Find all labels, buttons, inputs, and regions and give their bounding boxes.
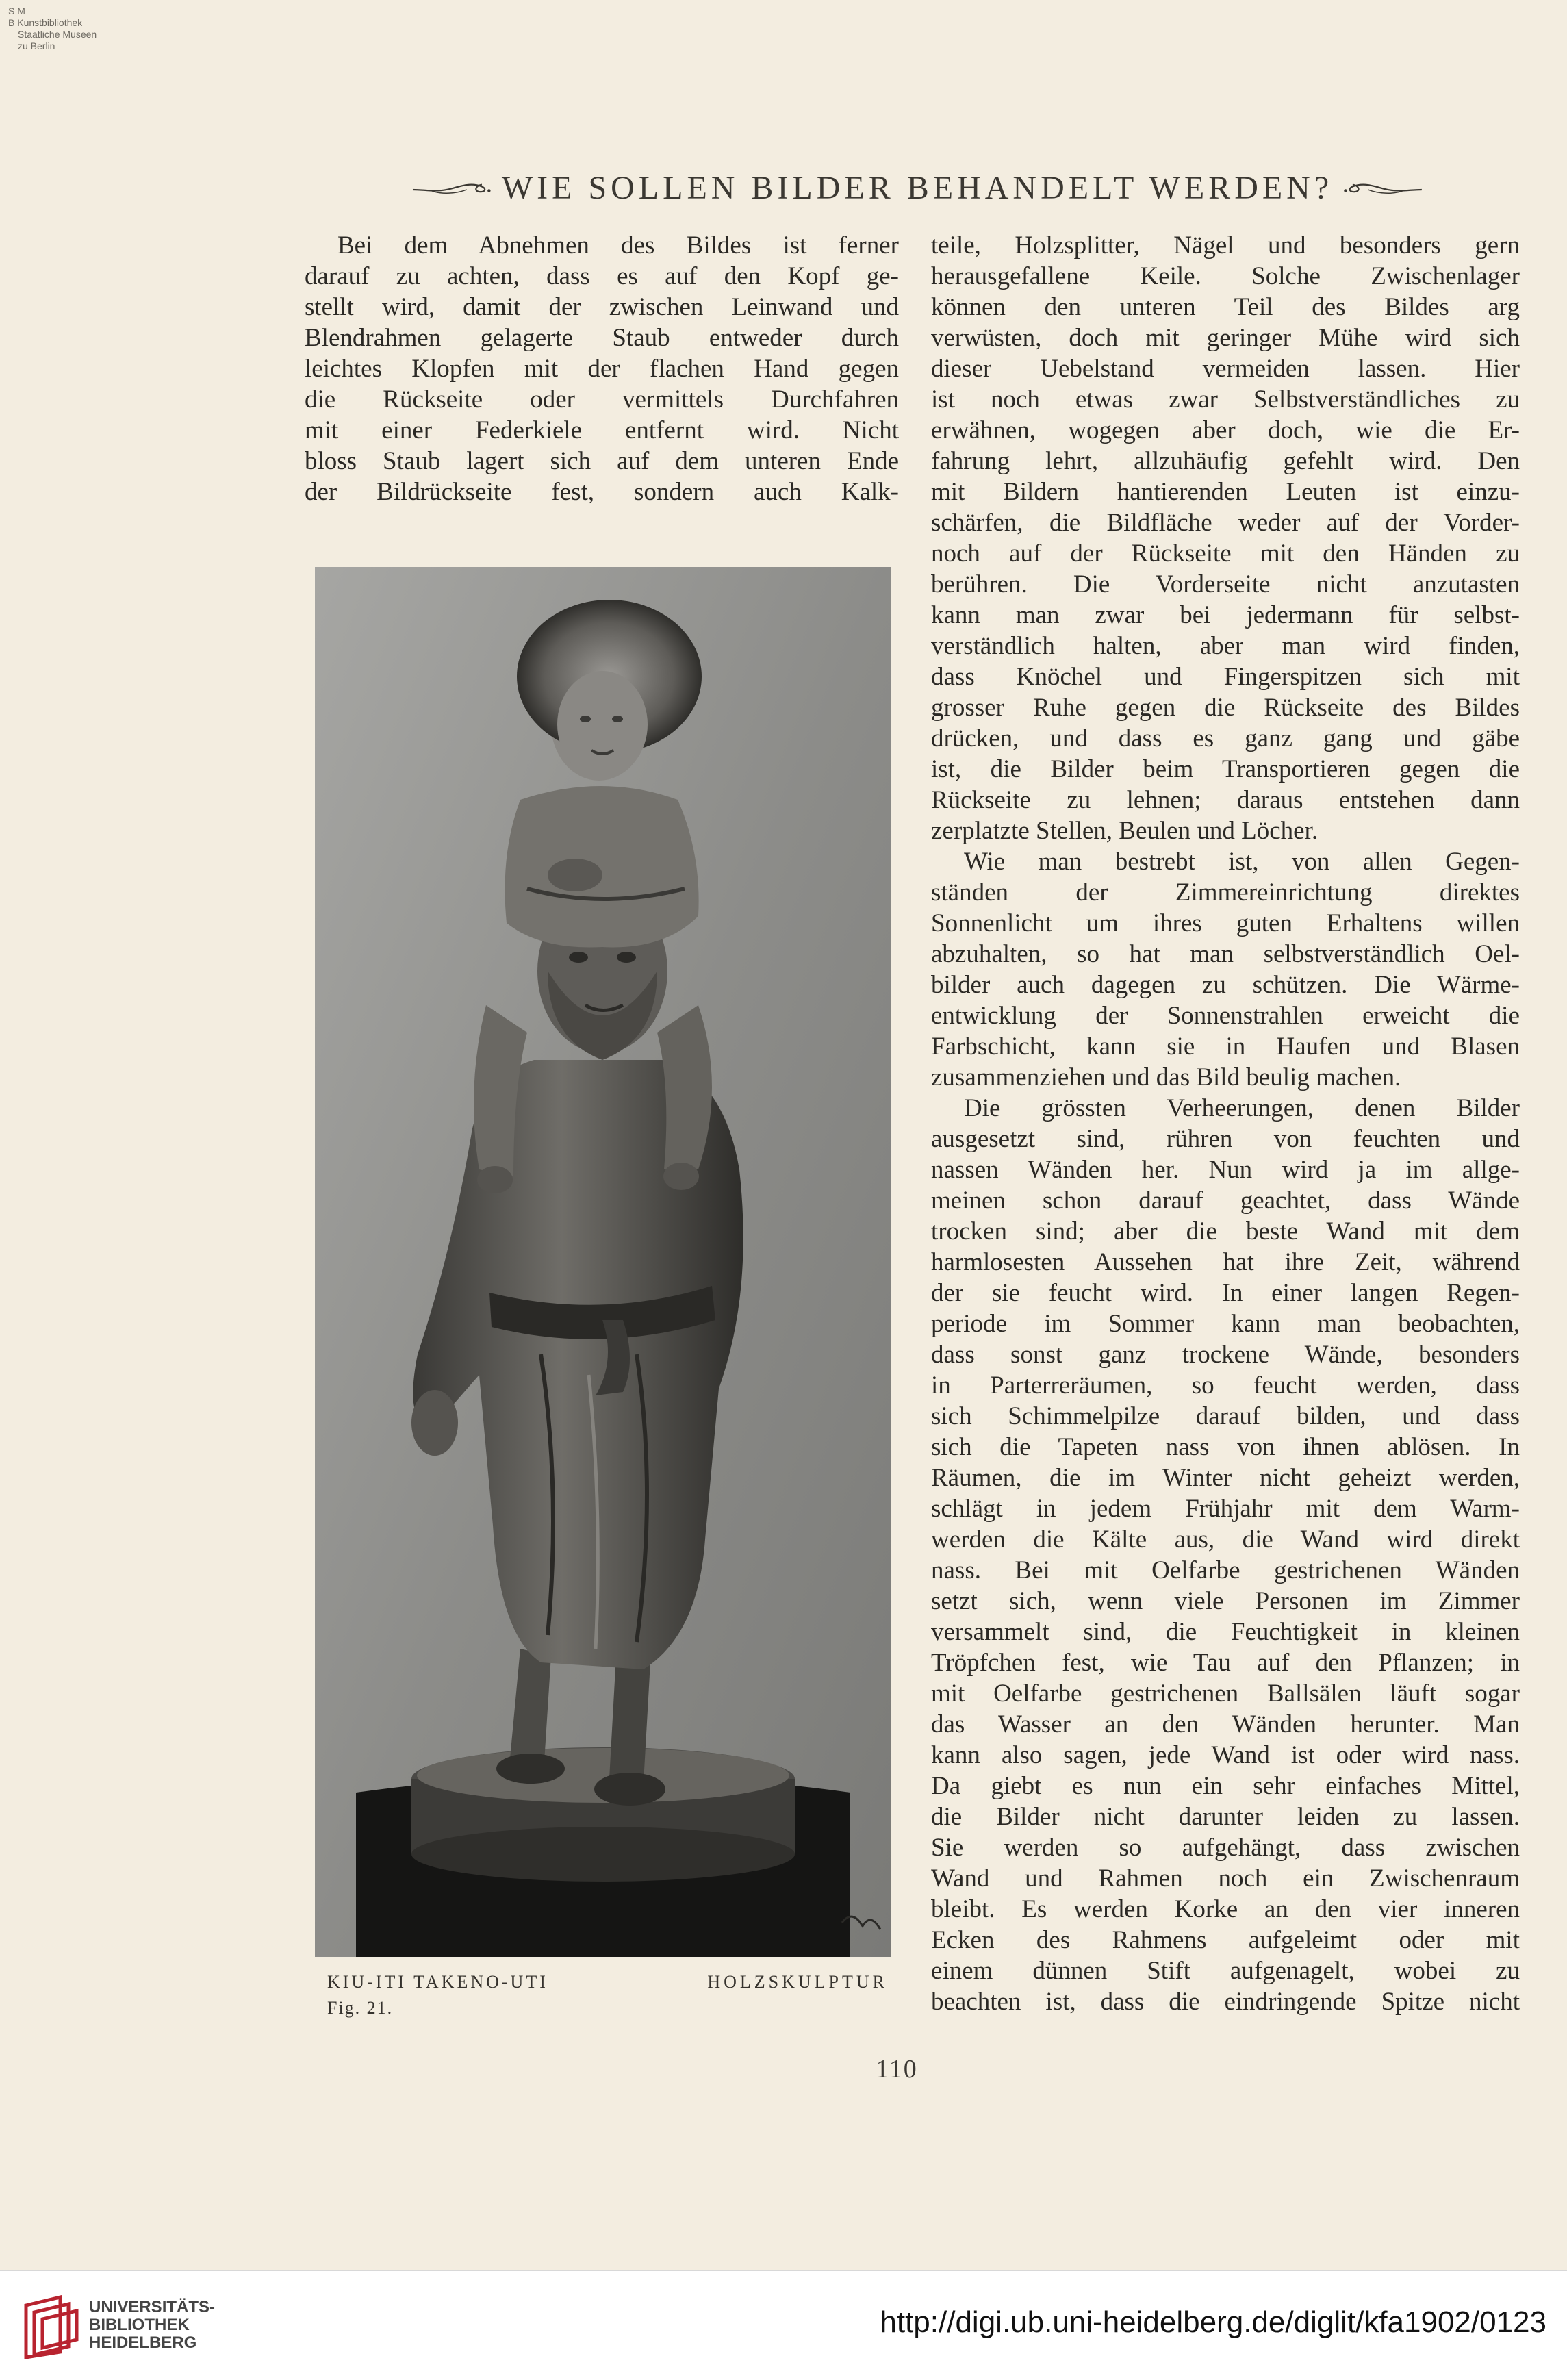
library-logo-icon (19, 2292, 82, 2360)
text-line: verständlich halten, aber man wird finden, (931, 632, 1520, 660)
text-line: mit Oelfarbe gestrichenen Ballsälen läuft sogar (931, 1680, 1520, 1708)
text-line: Ecken des Rahmens aufgeleimt oder mit (931, 1926, 1520, 1954)
text-line: nass. Bei mit Oelfarbe gestrichenen Wänden (931, 1556, 1520, 1584)
text-line: Die grössten Verheerungen, denen Bilder (964, 1094, 1520, 1122)
text-line: der Bildrückseite fest, sondern auch Kalk- (305, 478, 899, 506)
logo-line: BIBLIOTHEK (89, 2316, 190, 2334)
text-line: abzuhalten, so hat man selbstverständlich Oel- (931, 940, 1520, 968)
library-stamp (8, 5, 145, 52)
text-line: bloss Staub lagert sich auf dem unteren Ende (305, 447, 899, 475)
text-line: dass sonst ganz trockene Wände, besonders (931, 1341, 1520, 1369)
text-line: trocken sind; aber die beste Wand mit dem (931, 1217, 1520, 1245)
stamp-line: Staatliche Museen (18, 29, 97, 40)
text-line: die Bilder nicht darunter leiden zu lassen. (931, 1803, 1520, 1831)
logo-line: UNIVERSITÄTS- (89, 2298, 216, 2316)
text-line: können den unteren Teil des Bildes arg (931, 293, 1520, 321)
text-line: dass Knöchel und Fingerspitzen sich mit (931, 663, 1520, 691)
text-line: mit Bildern hantierenden Leuten ist einzu- (931, 478, 1520, 506)
text-line: Tröpfchen fest, wie Tau auf den Pflanzen; in (931, 1649, 1520, 1677)
logo-line: HEIDELBERG (89, 2333, 197, 2352)
text-line: herausgefallene Keile. Solche Zwischenlager (931, 262, 1520, 290)
running-head (411, 167, 1424, 208)
text-line: mit einer Federkiele entfernt wird. Nicht (305, 416, 899, 444)
text-line: Blendrahmen gelagerte Staub entweder durch (305, 324, 899, 352)
text-line: darauf zu achten, dass es auf den Kopf ge- (305, 262, 899, 290)
text-line: kann also sagen, jede Wand ist oder wird nass. (931, 1741, 1520, 1769)
text-line: Räumen, die im Winter nicht geheizt werden, (931, 1464, 1520, 1492)
text-line: teile, Holzsplitter, Nägel und besonders gern (931, 231, 1520, 259)
figure-caption-medium: HOLZSKULPTUR (707, 1972, 888, 1992)
text-line: erwähnen, wogegen aber doch, wie die Er- (931, 416, 1520, 444)
text-line: periode im Sommer kann man beobachten, (931, 1310, 1520, 1338)
text-line: leichtes Klopfen mit der flachen Hand gegen (305, 355, 899, 383)
page-title: WIE SOLLEN BILDER BEHANDELT WERDEN? (501, 169, 1334, 206)
text-line: Wand und Rahmen noch ein Zwischenraum (931, 1864, 1520, 1892)
text-line: fahrung lehrt, allzuhäufig gefehlt wird. Den (931, 447, 1520, 475)
text-line: bleibt. Es werden Korke an den vier inneren (931, 1895, 1520, 1923)
text-line: Wie man bestrebt ist, von allen Gegen- (964, 848, 1520, 876)
text-line: Sie werden so aufgehängt, dass zwischen (931, 1834, 1520, 1862)
figure-caption-artist: KIU-ITI TAKENO-UTI (327, 1972, 548, 1992)
text-line: die Rückseite oder vermittels Durchfahren (305, 385, 899, 414)
text-line: setzt sich, wenn viele Personen im Zimmer (931, 1587, 1520, 1615)
stamp-line: S M (8, 5, 25, 16)
text-line: schlägt in jedem Frühjahr mit dem Warm- (931, 1495, 1520, 1523)
text-line: stellt wird, damit der zwischen Leinwand und (305, 293, 899, 321)
source-url-link[interactable]: http://digi.ub.uni-heidelberg.de/diglit/kfa1902/0123 (880, 2305, 1546, 2339)
text-line: in Parterreräumen, so feucht werden, dass (931, 1371, 1520, 1400)
text-line: versammelt sind, die Feuchtigkeit in kleinen (931, 1618, 1520, 1646)
text-line: dieser Uebelstand vermeiden lassen. Hier (931, 355, 1520, 383)
text-line: zerplatzte Stellen, Beulen und Löcher. (931, 817, 1318, 845)
text-line: ständen der Zimmereinrichtung direktes (931, 878, 1520, 907)
text-line: Sonnenlicht um ihres guten Erhaltens willen (931, 909, 1520, 937)
stamp-line: zu Berlin (18, 40, 55, 51)
text-line: Bei dem Abnehmen des Bildes ist ferner (337, 231, 899, 259)
text-line: harmlosesten Aussehen hat ihre Zeit, während (931, 1248, 1520, 1276)
footer-bar (0, 2270, 1567, 2380)
library-logo-text (89, 2299, 215, 2352)
text-line: sich Schimmelpilze darauf bilden, und dass (931, 1402, 1520, 1430)
sculpture-photograph (315, 567, 891, 1957)
text-line: ist noch etwas zwar Selbstverständliches zu (931, 385, 1520, 414)
text-line: sich die Tapeten nass von ihnen ablösen. In (931, 1433, 1520, 1461)
left-column-text (305, 230, 899, 507)
text-line: Farbschicht, kann sie in Haufen und Blasen (931, 1033, 1520, 1061)
text-line: nassen Wänden her. Nun wird ja im allge- (931, 1156, 1520, 1184)
right-ornament-icon (1342, 174, 1424, 201)
text-line: das Wasser an den Wänden herunter. Man (931, 1710, 1520, 1738)
text-line: drücken, und dass es ganz gang und gäbe (931, 724, 1520, 752)
left-ornament-icon (411, 174, 492, 201)
text-line: ist, die Bilder beim Transportieren gegen die (931, 755, 1520, 783)
text-line: schärfen, die Bildfläche weder auf der Vorder- (931, 509, 1520, 537)
text-line: Da giebt es nun ein sehr einfaches Mittel, (931, 1772, 1520, 1800)
text-line: werden die Kälte aus, die Wand wird direkt (931, 1526, 1520, 1554)
text-line: entwicklung der Sonnenstrahlen erweicht die (931, 1002, 1520, 1030)
text-line: bilder auch dagegen zu schützen. Die Wärme- (931, 971, 1520, 999)
text-line: Rückseite zu lehnen; daraus entstehen dann (931, 786, 1520, 814)
page-number: 110 (876, 2055, 918, 2084)
sculpture-image (315, 567, 891, 1957)
figure-number: Fig. 21. (327, 1998, 394, 2018)
text-line: meinen schon darauf geachtet, dass Wände (931, 1187, 1520, 1215)
right-column-text (931, 230, 1520, 2017)
text-line: noch auf der Rückseite mit den Händen zu (931, 540, 1520, 568)
text-line: beachten ist, dass die eindringende Spitze nicht (931, 1988, 1520, 2016)
text-line: grosser Ruhe gegen die Rückseite des Bildes (931, 694, 1520, 722)
text-line: kann man zwar bei jedermann für selbst- (931, 601, 1520, 629)
stamp-line: B Kunstbibliothek (8, 17, 83, 28)
text-line: zusammenziehen und das Bild beulig machen. (931, 1063, 1401, 1091)
text-line: der sie feucht wird. In einer langen Regen- (931, 1279, 1520, 1307)
text-line: einem dünnen Stift aufgenagelt, wobei zu (931, 1957, 1520, 1985)
text-line: verwüsten, doch mit geringer Mühe wird sich (931, 324, 1520, 352)
text-line: berühren. Die Vorderseite nicht anzutasten (931, 570, 1520, 598)
text-line: ausgesetzt sind, rühren von feuchten und (931, 1125, 1520, 1153)
